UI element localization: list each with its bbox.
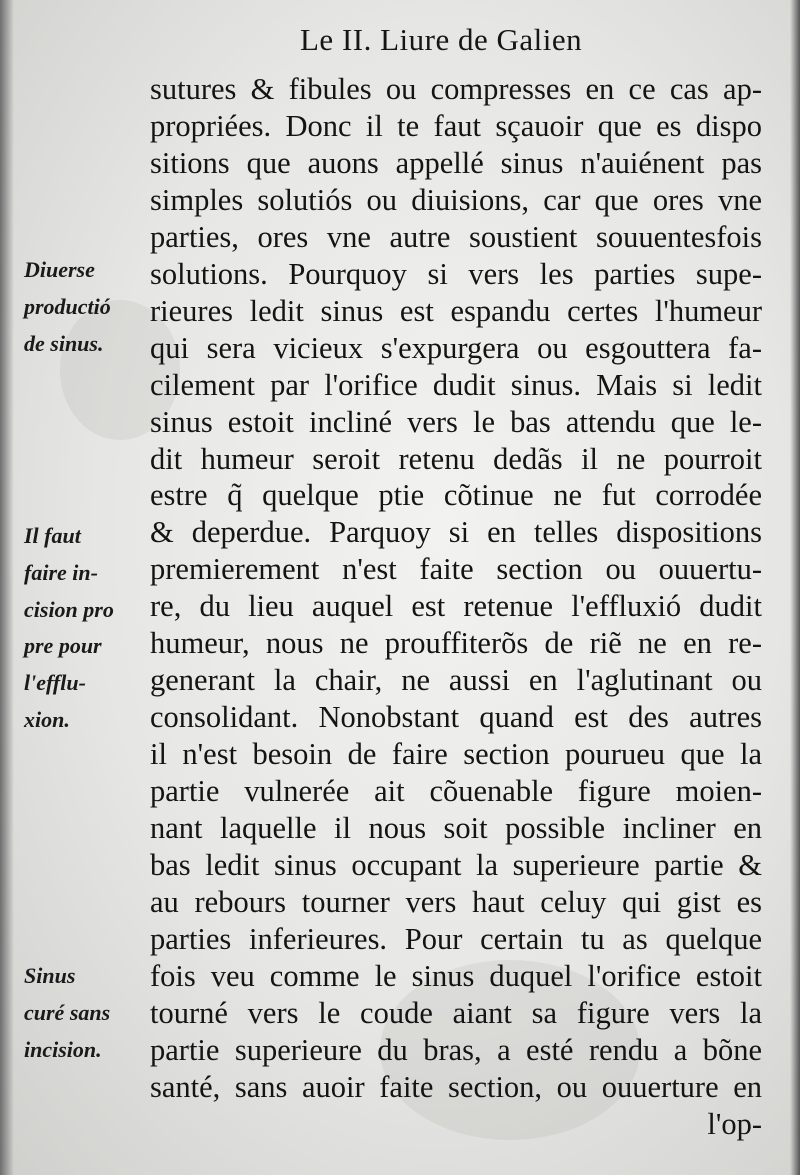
text-line: humeur, nous ne prouffiterõs de riẽ ne en re-	[150, 626, 762, 661]
marginal-note-line: xion.	[24, 706, 70, 732]
text-line: rieures ledit sinus est espandu certes l'humeur	[150, 293, 762, 328]
text-line: nant laquelle il nous soit possible incliner en	[150, 811, 762, 845]
text-line: fois veu comme le sinus duquel l'orifice estoit	[150, 958, 762, 993]
text-line: re, du lieu auquel est retenue l'effluxió dudit	[150, 589, 762, 624]
text-line: sitions que auons appellé sinus n'auiénent pas	[150, 145, 762, 180]
text-line: l'op-	[707, 1106, 762, 1141]
marginal-note-line: l'efflu-	[24, 670, 86, 696]
marginal-note-line: productió	[24, 293, 111, 319]
page-edge-shadow	[790, 0, 800, 1175]
text-line: estre q̃ quelque ptie cõtinue ne fut corrodée	[150, 478, 762, 513]
marginal-note-2	[24, 518, 144, 739]
text-line: parties inferieures. Pour certain tu as quelque	[150, 921, 762, 956]
text-line: cilement par l'orifice dudit sinus. Mais si ledit	[150, 367, 762, 402]
text-line: santé, sans auoir faite section, ou ouuerture en	[150, 1069, 762, 1104]
text-line: & deperdue. Parquoy si en telles dispositions	[150, 515, 762, 550]
text-line: tourné vers le coude aiant sa figure vers la	[150, 995, 762, 1030]
text-line: bas ledit sinus occupant la superieure partie &	[150, 847, 762, 882]
marginal-note-line: Diuerse	[24, 257, 95, 282]
marginal-note-3	[24, 958, 144, 1068]
text-line: il n'est besoin de faire section pourueu que la	[150, 737, 762, 772]
text-line: simples solutiós ou diuisions, car que ores vne	[150, 182, 762, 217]
text-line: parties, ores vne autre soustient souuentesfois	[150, 219, 762, 254]
text-line: solutions. Pourquoy si vers les parties supe-	[150, 256, 762, 291]
marginal-note-line: curé sans	[24, 999, 111, 1025]
marginal-note-1	[24, 252, 144, 362]
text-line: premierement n'est faite section ou ouuertu-	[150, 552, 762, 587]
marginal-note-line: Sinus	[24, 963, 76, 988]
text-line: sutures & fibules ou compresses en ce cas ap-	[150, 72, 762, 106]
running-head: Le II. Liure de Galien	[300, 22, 583, 57]
marginal-note-line: Il faut	[24, 523, 81, 548]
text-line: partie superieure du bras, a esté rendu a bõne	[150, 1032, 762, 1067]
page-gutter-shadow	[0, 0, 14, 1175]
marginal-note-line: pre pour	[24, 633, 102, 659]
text-line: au rebours tourner vers haut celuy qui gist es	[150, 884, 762, 919]
text-line: sinus estoit incliné vers le bas attendu que le-	[150, 404, 762, 439]
text-line: dit humeur seroit retenu dedãs il ne pourroit	[150, 441, 762, 476]
marginal-note-line: incision.	[24, 1036, 102, 1062]
marginal-note-line: de sinus.	[24, 330, 104, 356]
text-line: partie vulnerée ait cõuenable figure moien-	[150, 774, 762, 809]
text-line: propriées. Donc il te faut sçauoir que es dispo	[150, 108, 762, 143]
marginal-note-line: faire in-	[24, 559, 98, 585]
text-line: generant la chair, ne aussi en l'aglutinant ou	[150, 663, 762, 698]
text-line: qui sera vicieux s'expurgera ou esgouttera fa-	[150, 330, 762, 365]
text-line: consolidant. Nonobstant quand est des autres	[150, 700, 762, 735]
marginal-note-line: cision pro	[24, 596, 114, 622]
